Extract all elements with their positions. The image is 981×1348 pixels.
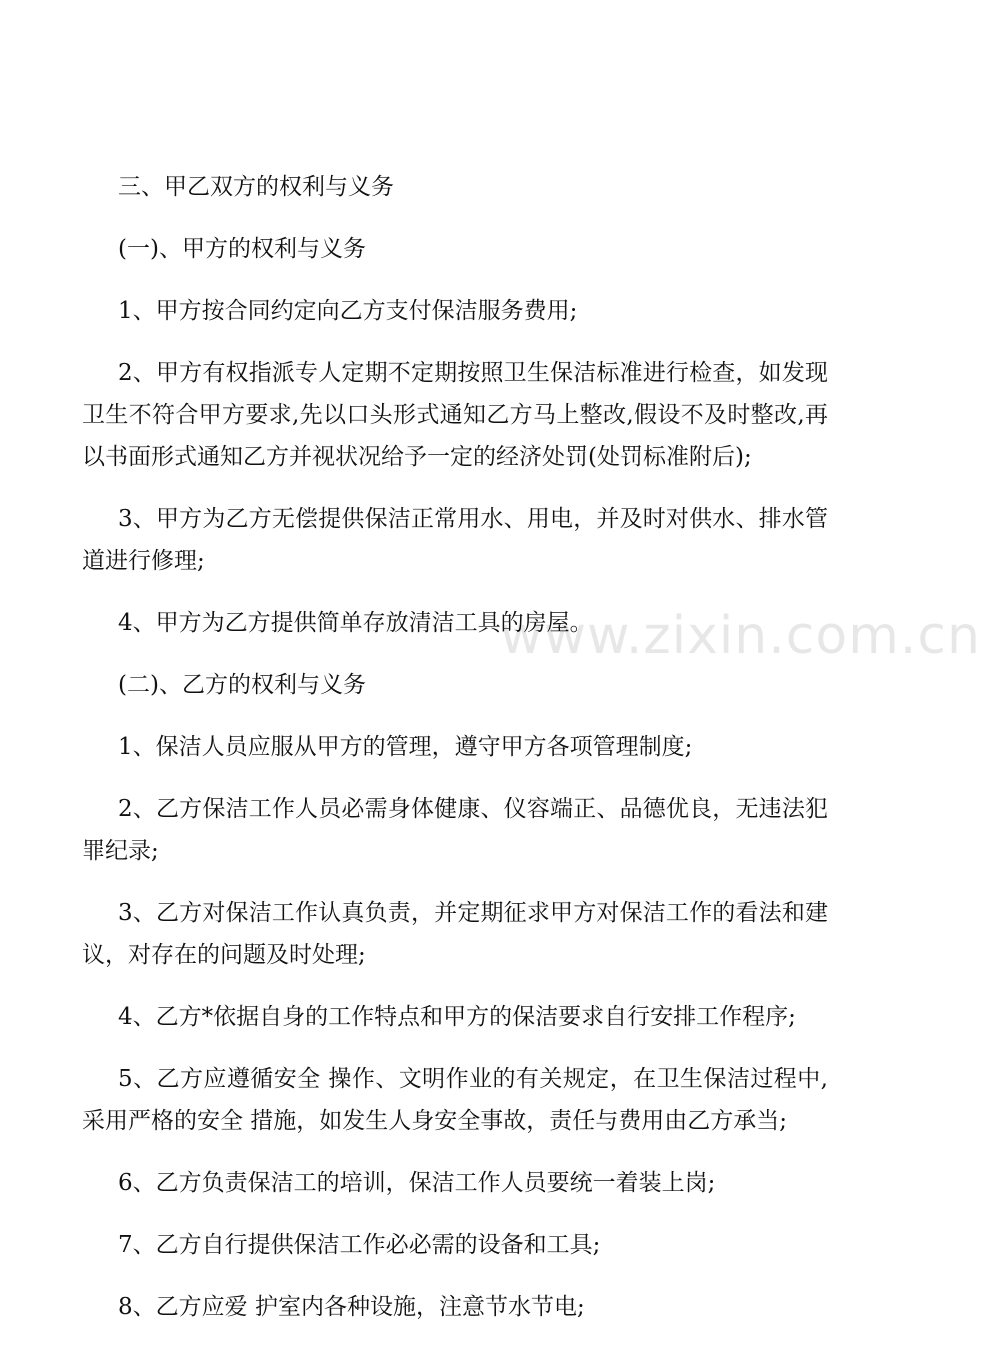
- paragraph: 1、甲方按合同约定向乙方支付保洁服务费用;: [118, 298, 578, 324]
- paragraph: 7、乙方自行提供保洁工作必必需的设备和工具;: [118, 1232, 601, 1258]
- subsection-heading-party-a: (一)、甲方的权利与义务: [118, 236, 366, 262]
- paragraph: 4、乙方*依据自身的工作特点和甲方的保洁要求自行安排工作程序;: [118, 1004, 796, 1030]
- paragraph: 3、甲方为乙方无偿提供保洁正常用水、用电，并及时对供水、排水管道进行修理;: [82, 506, 828, 574]
- paragraph: 2、甲方有权指派专人定期不定期按照卫生保洁标准进行检查，如发现卫生不符合甲方要求,先以口头形式通知乙方马上整改,假设不及时整改,再以书面形式通知乙方并视状况给予一定的经济处罚(处罚标准附后);: [82, 360, 828, 470]
- subsection-heading-party-b: (二)、乙方的权利与义务: [118, 672, 366, 698]
- paragraph: 2、乙方保洁工作人员必需身体健康、仪容端正、品德优良，无违法犯罪纪录;: [82, 796, 828, 864]
- paragraph: 8、乙方应爱 护室内各种设施，注意节水节电;: [118, 1294, 585, 1320]
- paragraph: 5、乙方应遵循安全 操作、文明作业的有关规定，在卫生保洁过程中,采用严格的安全 措施，如发生人身安全事故，责任与费用由乙方承当;: [82, 1066, 828, 1134]
- watermark: www.zixin.com.cn: [500, 606, 981, 666]
- paragraph: 6、乙方负责保洁工的培训，保洁工作人员要统一着装上岗;: [118, 1170, 716, 1196]
- document-body: [82, 166, 828, 1348]
- paragraph: 4、甲方为乙方提供简单存放清洁工具的房屋。: [118, 610, 593, 636]
- section-heading: 三、甲乙双方的权利与义务: [118, 174, 394, 200]
- paragraph: 3、乙方对保洁工作认真负责，并定期征求甲方对保洁工作的看法和建议，对存在的问题及时处理;: [82, 900, 828, 968]
- paragraph: 1、保洁人员应服从甲方的管理，遵守甲方各项管理制度;: [118, 734, 693, 760]
